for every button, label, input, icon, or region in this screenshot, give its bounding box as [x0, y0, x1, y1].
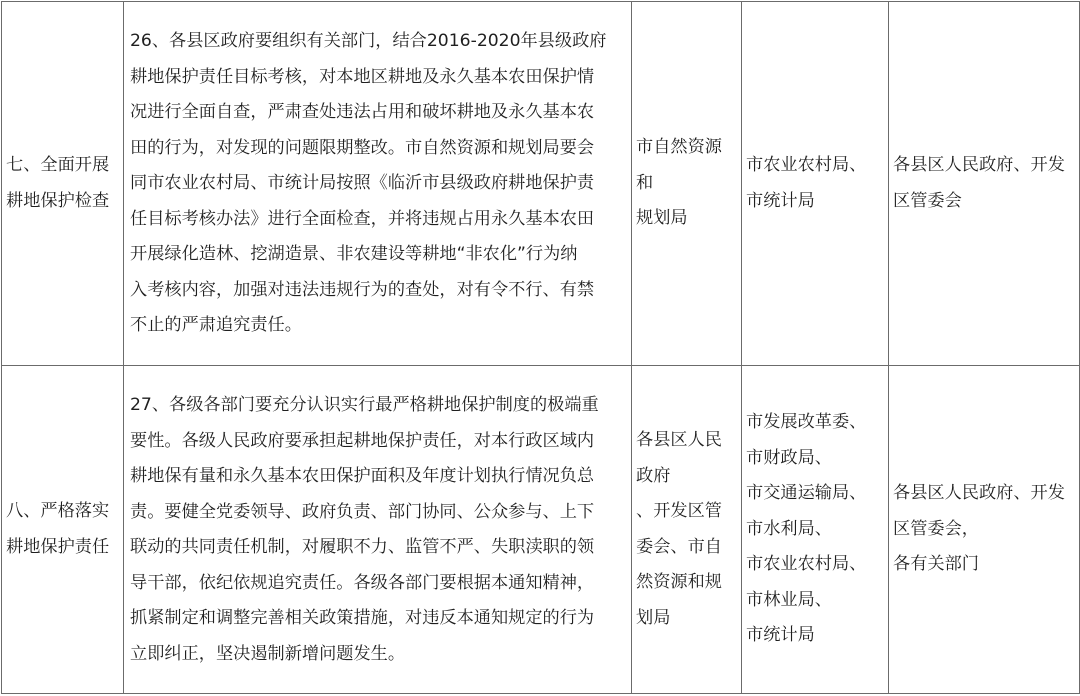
- text-line: 七、全面开展: [6, 155, 110, 175]
- text-line: 责。要健全党委领导、政府负责、部门协同、公众参与、上下: [130, 501, 595, 522]
- text-line: 抓紧制定和调整完善相关政策措施，对违反本通知规定的行为: [130, 608, 595, 628]
- responsible-unit-cell: [889, 2, 1080, 366]
- text-line: 市发展改革委、: [746, 412, 867, 433]
- text-line: 各有关部门: [893, 554, 979, 575]
- text-line: 导干部，依纪依规追究责任。各级各部门要根据本通知精神，: [130, 572, 595, 593]
- text-line: 区管委会: [893, 190, 962, 211]
- cooperating-unit-cell: [742, 2, 889, 366]
- text-line: 市农业农村局、: [746, 554, 867, 575]
- text-line: 市林业局、: [746, 589, 832, 610]
- text-line: 市统计局: [746, 190, 815, 211]
- table-row: [2, 366, 1080, 694]
- text-line: 划局: [636, 607, 671, 628]
- text-line: 市农业农村局、: [746, 155, 867, 175]
- text-line: 耕地保护责任目标考核，对本地区耕地及永久基本农田保护情: [130, 66, 595, 87]
- text-line: 和: [636, 172, 654, 193]
- text-line: 不止的严肃追究责任。: [130, 315, 302, 336]
- text-line: 入考核内容，加强对违法违规行为的查处，对有令不行、有禁: [130, 279, 595, 300]
- category-cell: [2, 366, 124, 694]
- text-line: 27、各级各部门要充分认识实行最严格耕地保护制度的极端重: [130, 395, 599, 415]
- text-line: 耕地保有量和永久基本农田保护面积及年度计划执行情况负总: [130, 466, 595, 486]
- text-line: 各县区人民政府、开发: [893, 483, 1065, 504]
- text-line: 市统计局: [746, 625, 815, 646]
- text-line: 市自然资源: [636, 137, 722, 158]
- lead-unit-cell: [632, 366, 742, 694]
- text-line: 政府: [636, 465, 671, 486]
- text-line: 联动的共同责任机制，对履职不力、监管不严、失职渎职的领: [130, 537, 595, 557]
- text-line: 、开发区管: [636, 501, 722, 521]
- text-line: 规划局: [636, 208, 688, 229]
- task-content-cell: [124, 366, 632, 694]
- category-cell: [2, 2, 124, 366]
- text-line: 立即纠正，坚决遏制新增问题发生。: [130, 643, 406, 664]
- responsible-unit-cell: [889, 366, 1080, 694]
- text-line: 市水利局、: [746, 518, 832, 539]
- text-line: 委会、市自: [636, 536, 722, 557]
- table-row: [2, 2, 1080, 366]
- text-line: 况进行全面自查，严肃查处违法占用和破坏耕地及永久基本农: [130, 102, 595, 123]
- text-line: 要性。各级人民政府要承担起耕地保护责任，对本行政区域内: [130, 430, 595, 451]
- text-line: 各县区人民: [636, 430, 722, 450]
- policy-task-table: [1, 1, 1080, 694]
- text-line: 田的行为，对发现的问题限期整改。市自然资源和规划局要会: [130, 137, 595, 158]
- text-line: 耕地保护责任: [6, 536, 110, 557]
- text-line: 同市农业农村局、市统计局按照《临沂市县级政府耕地保护责: [130, 173, 595, 194]
- text-line: 任目标考核办法》进行全面检查，并将违规占用永久基本农田: [130, 208, 595, 229]
- lead-unit-cell: [632, 2, 742, 366]
- text-line: 八、严格落实: [6, 501, 110, 521]
- text-line: 各县区人民政府、开发: [893, 155, 1065, 175]
- text-line: 然资源和规: [636, 572, 722, 592]
- text-line: 耕地保护检查: [6, 190, 110, 211]
- cooperating-unit-cell: [742, 366, 889, 694]
- text-line: 26、各县区政府要组织有关部门，结合2016-2020年县级政府: [130, 31, 607, 52]
- text-line: 市财政局、: [746, 447, 832, 468]
- text-line: 区管委会，: [893, 518, 979, 539]
- task-content-cell: [124, 2, 632, 366]
- text-line: 开展绿化造林、挖湖造景、非农建设等耕地“非农化”行为纳: [130, 244, 578, 265]
- text-line: 市交通运输局、: [746, 483, 867, 504]
